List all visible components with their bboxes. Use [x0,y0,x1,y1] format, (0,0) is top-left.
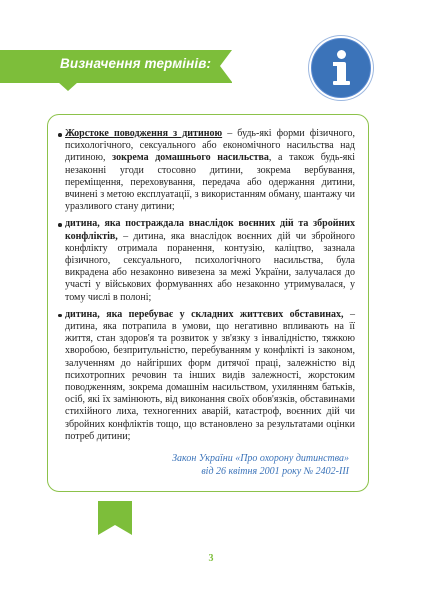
info-icon-base [333,81,350,85]
term-heading-secondary: зокрема домашнього насильства [112,152,269,164]
definition-text: – дитина, яка внаслідок воєнних дій чи збройного конфлікту отримала поранення, контузію, каліцтво, зазнала фізичного, сексуального, психологічного насильства, була викрадена або незаконно вивезена за межі України, залучалася до участі у військових формуваннях або незаконно утримувалася, у тому числі в полоні; [65,230,355,303]
page-number: 3 [208,553,214,564]
definition-item [65,309,355,443]
bullet-icon [58,314,62,318]
header-banner-tail [58,82,78,91]
info-icon-cap [333,62,339,66]
definition-item [65,218,355,303]
definition-text: , а також будь-які незаконні угоди стосовно дитини, зокрема вербування, переміщення, переховування, передача або одержання дитини, вчинені з метою експлуатації, з використанням обману, шантажу чи уразливого стану дитини; [65,152,356,213]
term-heading: дитина, яка постраждала внаслідок воєнних дій та збройних конфліктів, [65,218,355,242]
bottom-ribbon [98,501,132,535]
definitions-box [47,114,369,492]
definition-text: – дитина, яка потрапила в умови, що негативно впливають на її життя, стан здоров'я та розвиток у зв'язку з інвалідністю, тяжкою хворобою, безпритульністю, перебуванням у конфлікті із законом, залученням до найгірших форм дитячої праці, залежністю від психотропних речовин та інших видів залежності, жорстоким поводженням, зокрема домашнім насильством, ухилянням батьків, осіб, які їх замінюють, від виконання своїх обов'язків, обставинами стихійного лиха, техногенних аварій, катастроф, воєнних дій чи збройних конфліктів тощо, що встановлено за результатами оцінки потреб дитини; [65,308,355,442]
definition-item [65,128,355,213]
definition-text: – будь-які форми фізичного, психологічного, сексуального або економічного насильства над дитиною, [65,128,356,164]
info-icon-dot [337,50,346,59]
citation-date: від 26 квітня 2001 року № 2402-ІІІ [201,465,349,477]
bullet-icon [58,133,62,137]
term-heading: дитина, яка перебуває у складних життєвих обставинах, [65,308,344,320]
term-heading: Жорстоке поводження з дитиною [65,128,223,139]
section-title: Визначення термінів: [60,56,212,71]
source-citation [65,453,355,478]
info-icon [311,38,371,98]
citation-law: Закон України «Про охорону дитинства» [172,453,349,465]
bullet-icon [58,223,62,227]
